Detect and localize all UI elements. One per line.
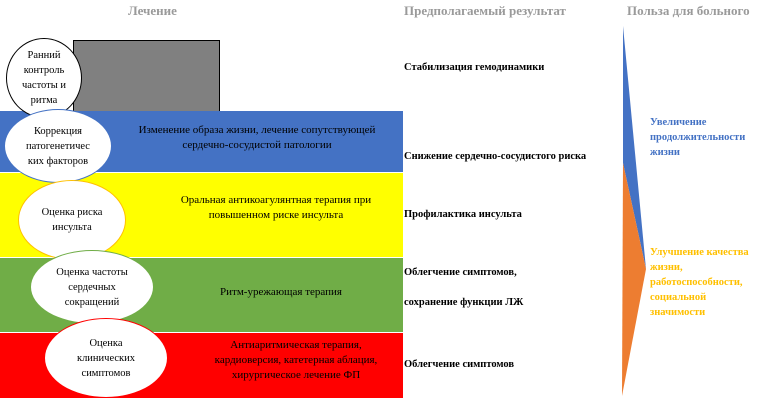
band-red-line-1: Антиаритмическая терапия,	[230, 339, 362, 351]
band-gray	[73, 40, 220, 112]
band-green-line-1: Ритм-урежающая терапия	[220, 286, 342, 298]
result-cv-risk: Снижение сердечно-сосудистого риска	[404, 151, 587, 162]
ellipse-stroke-risk: Оценка риска инсульта	[18, 180, 126, 260]
ellipse-heart-rate: Оценка частоты сердечных сокращений	[30, 250, 154, 324]
header-treatment: Лечение	[128, 3, 177, 18]
result-lv-function: сохранение функции ЛЖ	[404, 297, 524, 308]
result-hemodynamics: Стабилизация гемодинамики	[404, 62, 545, 73]
band-blue-line-2: сердечно-сосудистой патологии	[182, 139, 332, 151]
band-blue-line-1: Изменение образа жизни, лечение сопутствующей	[138, 124, 376, 136]
result-symptom-relief-1: Облегчение симптомов,	[404, 267, 517, 278]
ellipse-rhythm-control: Ранний контроль частоты и ритма	[6, 38, 82, 118]
ellipse-symptoms: Оценка клинических симптомов	[44, 318, 168, 398]
header-patient-benefit: Польза для больного	[627, 3, 750, 18]
band-yellow-line-1: Оральная антикоагулянтная терапия при	[180, 194, 372, 206]
header-expected-result: Предполагаемый результат	[404, 3, 566, 18]
result-stroke-prevention: Профилактика инсульта	[404, 209, 522, 220]
band-red-line-3: хирургическое лечение ФП	[231, 369, 361, 381]
benefit-quality: Улучшение качества жизни, работоспособности, социальной значимости	[650, 247, 749, 318]
result-symptom-relief-2: Облегчение симптомов	[404, 359, 515, 370]
band-yellow-line-2: повышенном риске инсульта	[208, 209, 344, 221]
benefit-longevity: Увеличение продолжительности жизни	[650, 117, 746, 158]
band-red-line-2: кардиоверсия, катетерная аблация,	[214, 354, 378, 366]
ellipse-pathogenetic: Коррекция патогенетичес ких факторов	[4, 109, 112, 183]
benefit-arrow-shape	[612, 26, 648, 398]
